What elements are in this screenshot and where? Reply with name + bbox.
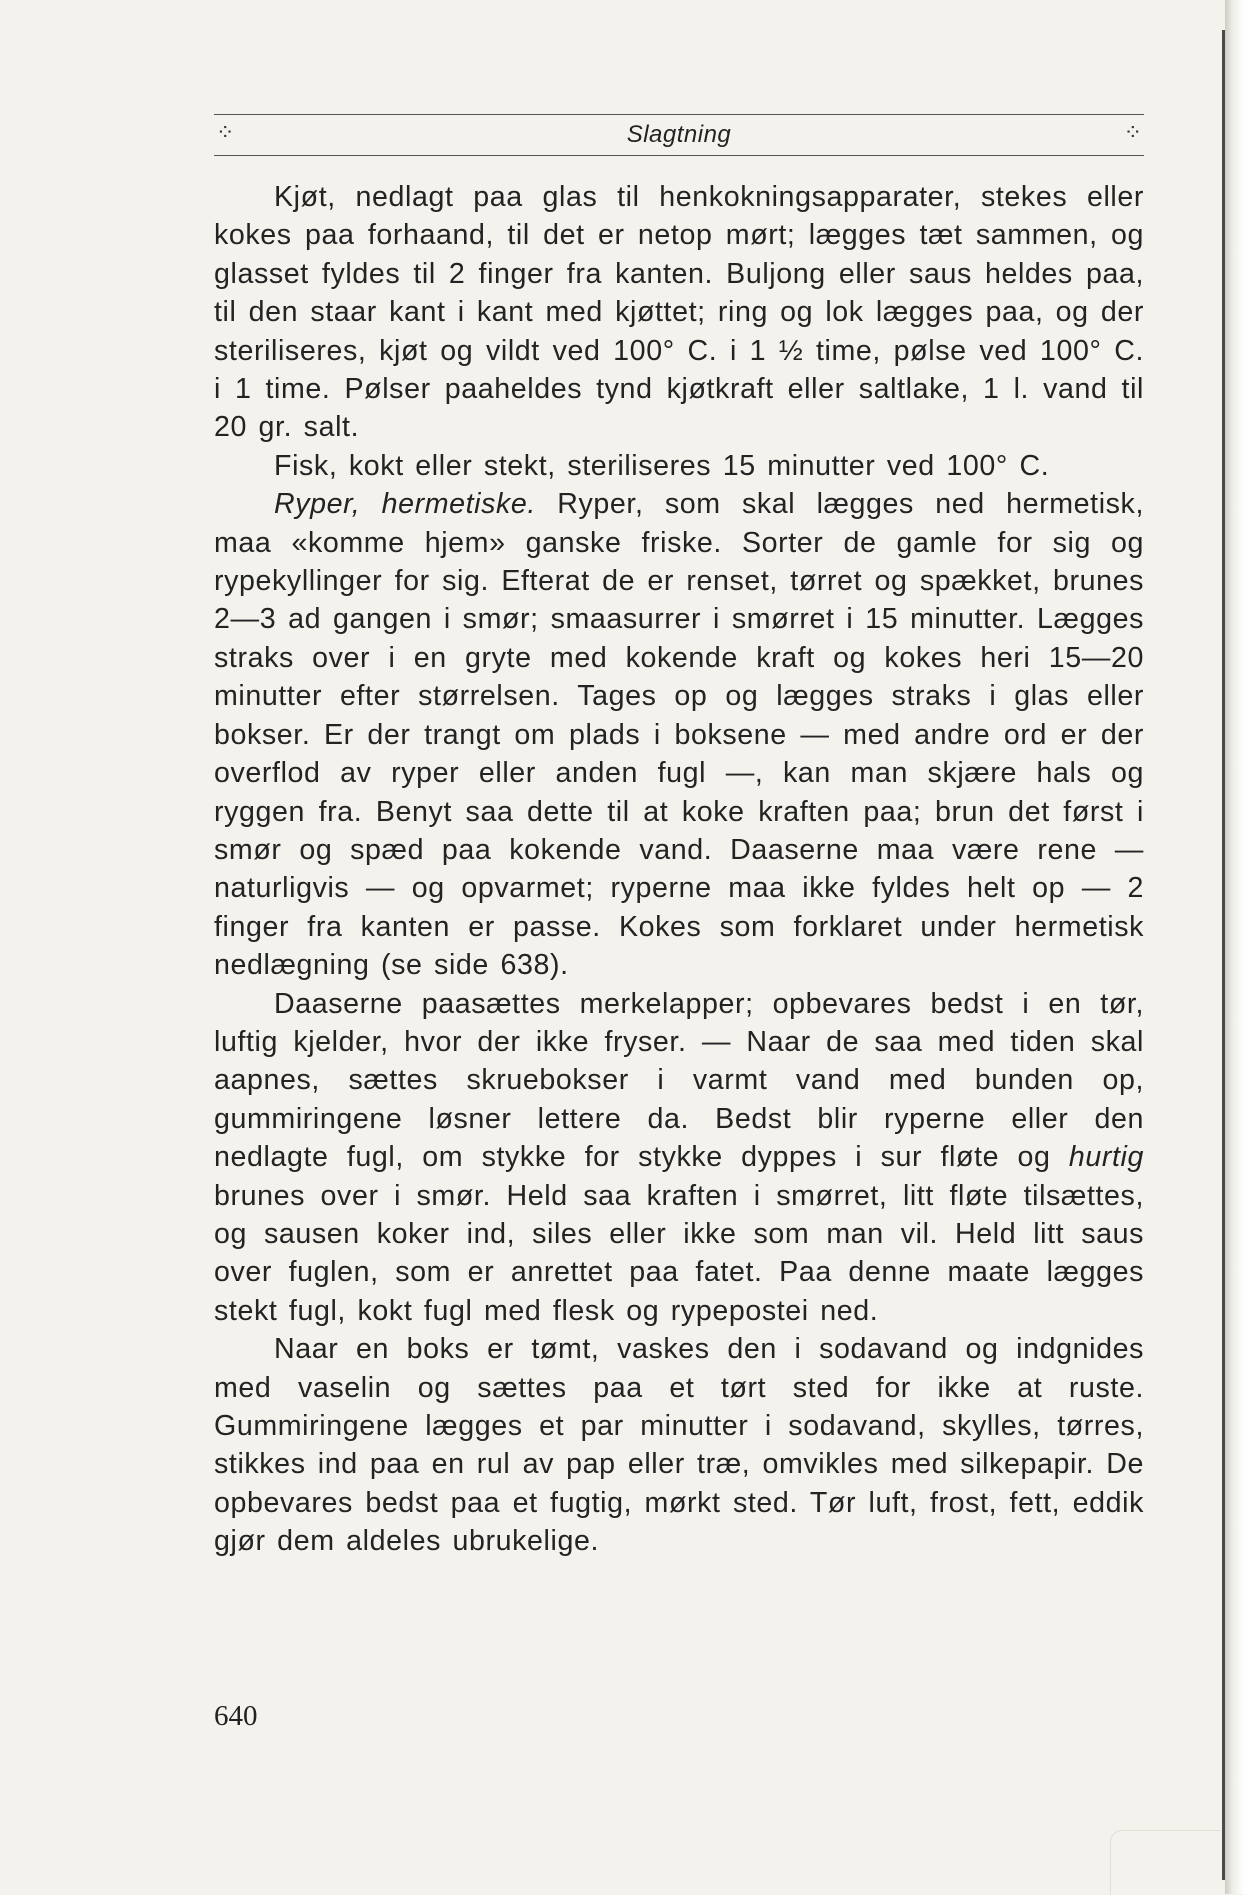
- italic-text: Ryper, hermetiske.: [274, 488, 536, 521]
- paragraph-text: Daaserne paasættes merkelapper; opbevares bedst i en tør, luftig kjelder, hvor der ikke fryser. — Naar de saa med tiden skal aapnes, sættes skruebokser i varmt vand med bunden op, gummiringene løsner lettere da. Bedst blir ryperne eller den nedlagte fugl, om stykke for stykke dyppes i sur fløte og: [214, 987, 1144, 1174]
- paragraph: [214, 1330, 1144, 1560]
- paragraph: [214, 485, 1144, 984]
- paragraph-text: brunes over i smør. Held saa kraften i smørret, litt fløte tilsættes, og sausen koker ind, siles eller ikke som man vil. Held litt saus over fuglen, som er anrettet paa fatet. Paa denne maate lægges stekt fugl, kokt fugl med flesk og rypepostei ned.: [214, 1179, 1144, 1327]
- chapter-title: Slagtning: [626, 121, 732, 148]
- paragraph: [214, 985, 1144, 1331]
- body-text: [214, 178, 1144, 1561]
- ornament-left-icon: ⁘: [216, 121, 235, 146]
- paragraph-text: Fisk, kokt eller stekt, steriliseres 15 minutter ved 100° C.: [274, 449, 1050, 482]
- running-header: [214, 114, 1144, 156]
- paragraph-text: Naar en boks er tømt, vaskes den i sodavand og indgnides med vaselin og sættes paa et tørt sted for ikke at ruste. Gummiringene lægges et par minutter i sodavand, skylles, tørres, stikkes ind paa en rul av pap eller træ, omvikles med silkepapir. De opbevares bedst paa et fugtig, mørkt sted. Tør luft, frost, fett, eddik gjør dem aldeles ubrukelige.: [214, 1333, 1144, 1558]
- paragraph: [214, 178, 1144, 447]
- paragraph-text: Ryper, som skal lægges ned hermetisk, maa «komme hjem» ganske friske. Sorter de gamle for sig og rypekyllinger for sig. Efterat de er renset, tørret og spækket, brunes 2—3 ad gangen i smør; smaasurrer i smørret i 15 minutter. Lægges straks over i en gryte med kokende kraft og kokes heri 15—20 minutter efter størrelsen. Tages op og lægges straks i glas eller bokser. Er der trangt om plads i boksene — med andre ord er der overflod av ryper eller anden fugl —, kan man skjære hals og ryggen fra. Benyt saa dette til at koke kraften paa; brun det først i smør og spæd paa kokende vand. Daaserne maa være rene — naturligvis — og opvarmet; ryperne maa ikke fyldes helt op — 2 finger fra kanten er passe. Kokes som forklaret under hermetisk nedlægning (se side 638).: [214, 488, 1144, 982]
- paper-mark: [1110, 1830, 1221, 1895]
- ornament-right-icon: ⁘: [1123, 121, 1142, 146]
- italic-text: hurtig: [1068, 1141, 1144, 1174]
- paragraph: [214, 447, 1144, 485]
- page-edge: [1225, 0, 1244, 1894]
- page-number: 640: [214, 1700, 258, 1732]
- paragraph-text: Kjøt, nedlagt paa glas til henkokningsapparater, stekes eller kokes paa forhaand, til det er netop mørt; lægges tæt sammen, og glasset fyldes til 2 finger fra kanten. Buljong eller saus heldes paa, til den staar kant i kant med kjøttet; ring og lok lægges paa, og der steriliseres, kjøt og vildt ved 100° C. i 1 ½ time, pølse ved 100° C. i 1 time. Pølser paaheldes tynd kjøtkraft eller saltlake, 1 l. vand til 20 gr. salt.: [214, 181, 1144, 444]
